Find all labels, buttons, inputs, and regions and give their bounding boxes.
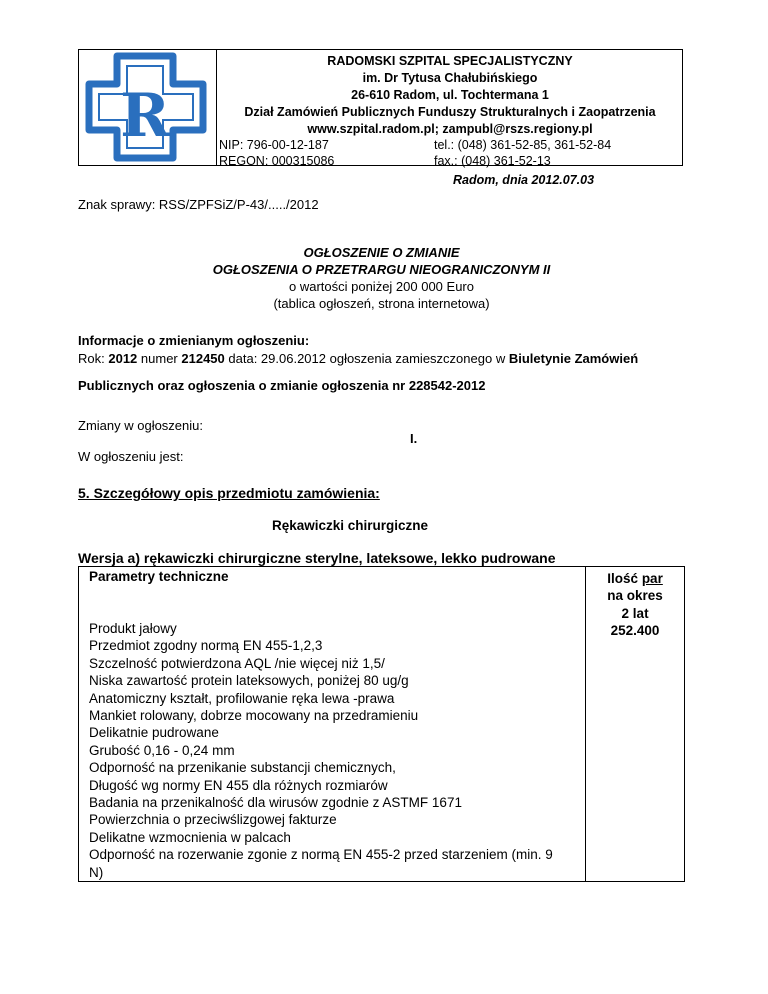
quantity-cell [586,567,685,882]
announcement-title [78,244,685,312]
hospital-patron: im. Dr Tytusa Chałubińskiego [362,71,538,85]
spec-item: Delikatnie pudrowane [89,725,219,741]
roman-numeral: I. [410,431,418,446]
department-name: Dział Zamówień Publicznych Funduszy Strukturalnych i Zaopatrzenia [244,105,656,119]
numer-value: 212450 [181,351,225,366]
qty-header-par: par [641,571,663,586]
title-line-3: o wartości poniżej 200 000 Euro [288,279,474,294]
parameters-header: Parametry techniczne [89,569,229,584]
nip-number: NIP: 796-00-12-187 [219,138,329,152]
numer-label: numer [140,351,178,366]
quantity-header [586,567,684,640]
changes-label: Zmiany w ogłoszeniu: [78,418,203,433]
info-line-1 [78,351,683,366]
spec-item: Niska zawartość protein lateksowych, poniżej 80 ug/g [89,673,409,689]
spec-item: Powierzchnia o przeciwślizgowej fakturze [89,812,337,828]
date-line: Radom, dnia 2012.07.03 [453,173,595,187]
spec-item: Badania na przenikalność dla wirusów zgodnie z ASTMF 1671 [89,795,462,811]
technical-parameters-table [78,566,685,882]
qty-header-ilosc: Ilość [607,571,639,586]
hospital-address: 26-610 Radom, ul. Tochtermana 1 [351,88,549,102]
is-label: W ogłoszeniu jest: [78,449,184,464]
rok-label: Rok: [78,351,105,366]
info-line-2: Publicznych oraz ogłoszenia o zmianie ogłoszenia nr 228542-2012 [78,378,486,393]
case-reference: Znak sprawy: RSS/ZPFSiZ/P-43/...../2012 [78,197,319,212]
logo-letter: R [120,81,170,151]
section-5-heading: 5. Szczegółowy opis przedmiotu zamówienia: [78,485,380,501]
regon-number: REGON: 000315086 [219,154,335,168]
data-text: data: 29.06.2012 ogłoszenia zamieszczonego w [228,351,506,366]
title-line-1: OGŁOSZENIE O ZMIANIE [303,245,460,260]
title-line-4: (tablica ogłoszeń, strona internetowa) [273,296,490,311]
spec-item: Produkt jałowy [89,621,177,636]
letterhead [78,49,683,166]
spec-item: Odporność na przenikanie substancji chemicznych, [89,760,396,776]
spec-item: Mankiet rolowany, dobrze mocowany na przedramieniu [89,708,419,724]
spec-item: Odporność na rozerwanie zgonie z normą EN 455-2 przed starzeniem (min. 9 [89,847,553,863]
cross-logo-icon [79,50,216,165]
spec-item: Przedmiot zgodny normą EN 455-1,2,3 [89,638,323,654]
spec-item: Grubość 0,16 - 0,24 mm [89,742,235,758]
fax: fax.: (048) 361-52-13 [434,154,551,168]
spec-item: Anatomiczny kształt, profilowanie ręka lewa -prawa [89,690,395,706]
qty-header-years: 2 lat [621,605,649,621]
hospital-name: RADOMSKI SZPITAL SPECJALISTYCZNY [327,54,573,68]
spec-item: Szczelność potwierdzona AQL /nie więcej niż 1,5/ [89,655,385,671]
web-email[interactable]: www.szpital.radom.pl; zampubl@rszs.regiony.pl [307,122,593,136]
variant-heading: Wersja a) rękawiczki chirurgiczne sterylne, lateksowe, lekko pudrowane [78,550,556,566]
biuletyn-text: Biuletynie Zamówień [508,351,639,366]
title-line-2: OGŁOSZENIA O PRZETRARGU NIEOGRANICZONYM II [212,262,551,277]
parameters-cell [79,567,586,882]
telephone: tel.: (048) 361-52-85, 361-52-84 [434,138,612,152]
spec-item: N) [89,864,104,880]
qty-header-period: na okres [607,588,663,604]
hospital-logo [79,50,216,165]
spec-list [79,620,585,881]
subject-title: Rękawiczki chirurgiczne [272,518,429,533]
table-row [79,567,685,882]
quantity-value: 252.400 [610,623,660,639]
spec-item: Długość wg normy EN 455 dla różnych rozmiarów [89,777,388,793]
spec-item: Delikatne wzmocnienia w palcach [89,829,291,845]
info-heading: Informacje o zmienianym ogłoszeniu: [78,333,310,348]
rok-value: 2012 [108,351,138,366]
